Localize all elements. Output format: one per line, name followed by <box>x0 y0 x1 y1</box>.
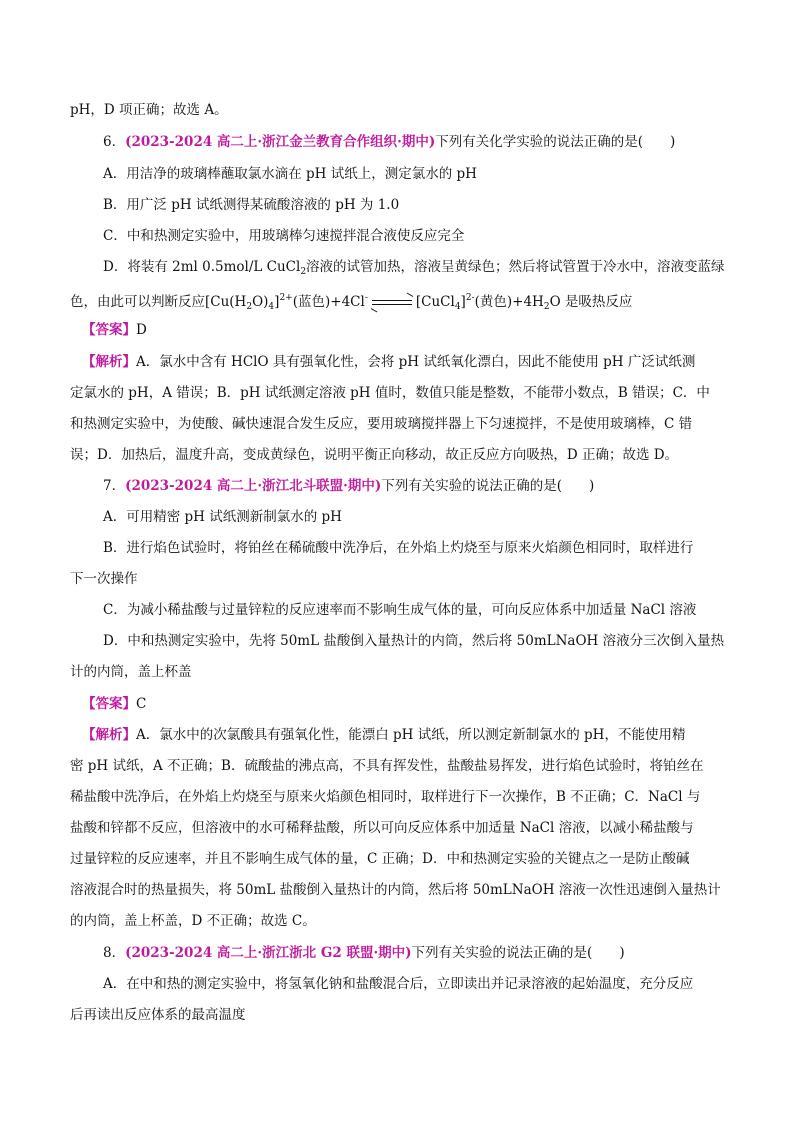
q7-analysis-line1 <box>82 725 742 745</box>
question-8-stem <box>103 943 763 963</box>
equation-text: O 是吸热反应 <box>549 294 633 310</box>
answer-value: C <box>136 696 147 712</box>
question-number: 6． <box>103 134 126 150</box>
question-7-stem <box>103 476 763 496</box>
source-close-paren: ) <box>374 478 382 494</box>
q7-analysis-line4: 盐酸和锌都不反应，但溶液中的水可稀释盐酸，所以可向反应体系中加适量 NaCl 溶液，以减小稀盐酸与 <box>70 820 694 836</box>
prev-answer-tail: pH，D 项正确；故选 A。 <box>70 102 228 118</box>
equation-text: ] <box>274 294 280 310</box>
superscript: 2- <box>465 293 475 303</box>
subscript: 2 <box>300 267 307 277</box>
question-source: 2023-2024 高二上·浙江北斗联盟·期中 <box>131 478 375 494</box>
q6-option-d-line2 <box>70 288 730 317</box>
q7-analysis-line6: 溶液混合时的热量损失，将 50mL 盐酸倒入量热计的内筒，然后将 50mLNaOH 溶液一次性迅速倒入量热计 <box>70 882 721 898</box>
q7-analysis-line7: 的内筒，盖上杯盖，D 不正确；故选 C。 <box>70 913 316 929</box>
question-number: 8． <box>103 945 126 961</box>
answer-value: D <box>136 322 147 338</box>
q7-analysis-line5: 过量锌粒的反应速率，并且不影响生成气体的量，C 正确；D．中和热测定实验的关键点之一是防止酸碱 <box>70 851 690 867</box>
equation-text: ] <box>460 294 466 310</box>
question-text: 下列有关实验的说法正确的是( ) <box>381 478 595 494</box>
analysis-label: 【解析】 <box>82 727 136 743</box>
q6-option-b: B．用广泛 pH 试纸测得某硫酸溶液的 pH 为 1.0 <box>103 197 400 213</box>
q6-answer <box>82 320 742 340</box>
q6-option-d-line1 <box>103 257 763 282</box>
subscript: 2 <box>543 302 550 312</box>
q7-analysis-line2: 密 pH 试纸，A 不正确；B．硫酸盐的沸点高，不具有挥发性，盐酸盐易挥发，进行焰色试验时，将铂丝在 <box>70 758 704 774</box>
q7-analysis-line3: 稀盐酸中洗净后，在外焰上灼烧至与原来火焰颜色相同时，取样进行下一次操作，B 不正确；C．NaCl 与 <box>70 789 701 805</box>
q6-analysis-line1 <box>82 352 742 372</box>
analysis-text: A．氯水中含有 HClO 具有强氧化性，会将 pH 试纸氧化漂白，因此不能使用 pH 广泛试纸测 <box>136 354 696 370</box>
question-text: 下列有关实验的说法正确的是( ) <box>411 945 625 961</box>
q7-option-d-line2: 计的内筒，盖上杯盖 <box>70 664 192 680</box>
q7-option-b-line1: B．进行焰色试验时，将铂丝在稀硫酸中洗净后，在外焰上灼烧至与原来火焰颜色相同时，取样进行 <box>103 540 694 556</box>
subscript: 2 <box>246 302 253 312</box>
q7-answer <box>82 694 742 714</box>
question-text: 下列有关化学实验的说法正确的是( ) <box>435 134 676 150</box>
equilibrium-arrow-icon <box>372 299 412 307</box>
equation-text: O) <box>252 294 269 310</box>
source-open-paren: ( <box>125 478 132 494</box>
question-source: 2023-2024 高二上·浙江浙北 G2 联盟·期中 <box>131 945 406 961</box>
analysis-text: A．氯水中的次氯酸具有强氧化性，能漂白 pH 试纸，所以测定新制氯水的 pH，不能使用精 <box>136 727 686 743</box>
q7-option-d-line1: D．中和热测定实验中，先将 50mL 盐酸倒入量热计的内筒，然后将 50mLNaOH 溶液分三次倒入量热 <box>103 633 725 649</box>
q7-option-b-line2: 下一次操作 <box>70 571 138 587</box>
question-number: 7． <box>103 478 126 494</box>
q6-option-a: A．用洁净的玻璃棒蘸取氯水滴在 pH 试纸上，测定氯水的 pH <box>103 166 477 182</box>
q7-option-a: A．可用精密 pH 试纸测新制氯水的 pH <box>103 509 342 525</box>
answer-label: 【答案】 <box>82 696 136 712</box>
q7-option-c: C．为减小稀盐酸与过量锌粒的反应速率而不影响生成气体的量，可向反应体系中加适量 NaCl 溶液 <box>103 602 697 618</box>
equation-text: (蓝色)+4Cl <box>292 294 365 310</box>
source-open-paren: ( <box>125 134 132 150</box>
equation-text: [CuCl <box>415 294 455 310</box>
equation-text: 色，由此可以判断反应[Cu(H <box>70 294 247 310</box>
q8-option-a-line1: A．在中和热的测定实验中，将氢氧化钠和盐酸混合后，立即读出并记录溶液的起始温度，充分反应 <box>103 976 694 992</box>
superscript: - <box>364 293 368 303</box>
subscript: 4 <box>268 302 275 312</box>
superscript: 2+ <box>279 293 293 303</box>
source-close-paren: ) <box>405 945 412 961</box>
source-open-paren: ( <box>125 945 132 961</box>
q6-analysis-line2: 定氯水的 pH，A 错误；B．pH 试纸测定溶液 pH 值时，数值只能是整数，不能带小数点，B 错误；C．中 <box>70 385 710 401</box>
question-6-stem <box>103 132 763 152</box>
q8-option-a-line2: 后再读出反应体系的最高温度 <box>70 1007 246 1023</box>
answer-label: 【答案】 <box>82 322 136 338</box>
q6-option-c: C．中和热测定实验中，用玻璃棒匀速搅拌混合液使反应完全 <box>103 228 465 244</box>
question-source: 2023-2024 高二上·浙江金兰教育合作组织·期中 <box>131 134 429 150</box>
subscript: 4 <box>454 302 461 312</box>
option-d-text: D．将装有 2ml 0.5mol/L CuCl <box>103 259 301 275</box>
equation-text: (黄色)+4H <box>474 294 544 310</box>
analysis-label: 【解析】 <box>82 354 136 370</box>
source-close-paren: ) <box>428 134 436 150</box>
q6-analysis-line4: 误；D．加热后，温度升高，变成黄绿色，说明平衡正向移动，故正反应方向吸热，D 正确；故选 D。 <box>70 447 679 463</box>
q6-analysis-line3: 和热测定实验中，为使酸、碱快速混合发生反应，要用玻璃搅拌器上下匀速搅拌，不是使用玻璃棒，C 错 <box>70 416 693 432</box>
option-d-text: 溶液的试管加热，溶液呈黄绿色；然后将试管置于冷水中，溶液变蓝绿 <box>306 259 725 275</box>
